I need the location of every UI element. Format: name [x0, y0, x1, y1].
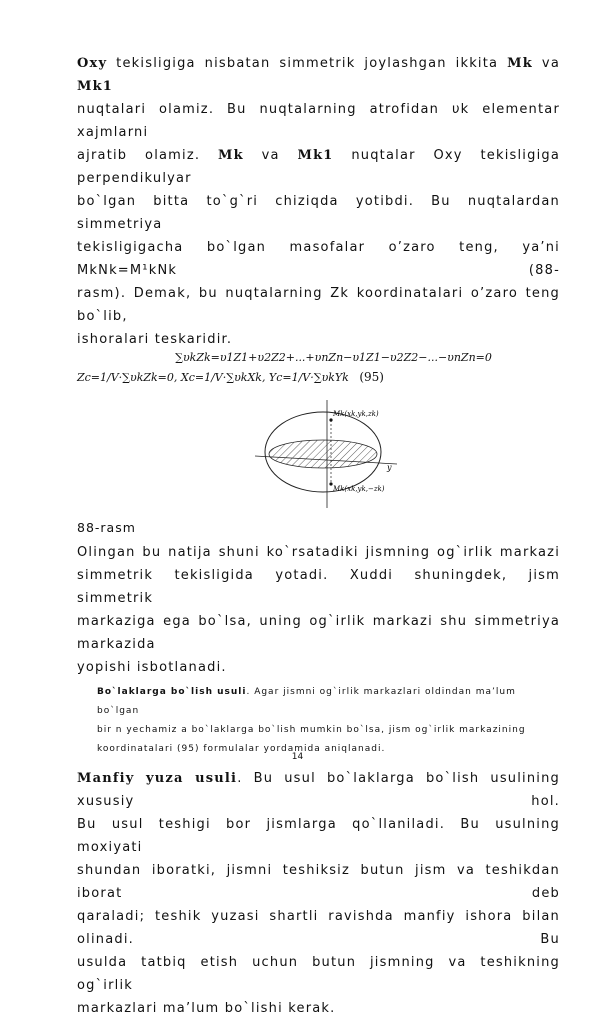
p1-line-5: tekisligigacha bo`lgan masofalar o’zaro teng, ya’ni MkNk=M¹kNk (88-	[77, 240, 560, 278]
symmetry-plane-hatched	[269, 440, 377, 468]
p3-line-2: Bu usul teshigi bor jismlarga qo`llaniladi. Bu usulning moxiyati	[77, 817, 560, 855]
p2-line-3: markaziga ega bo`lsa, uning og`irlik markazi shu simmetriya markazida	[77, 614, 560, 652]
paragraph-2	[77, 541, 560, 679]
oxy-bold: Oxy	[77, 56, 108, 71]
upper-point-label: Mk(xk,yk,zk)	[333, 410, 379, 418]
lower-point-label: Mk(xk,yk,−zk)	[333, 485, 385, 493]
mk1-bold: Mk1	[77, 79, 114, 94]
p2-line-4: yopishi isbotlanadi.	[77, 660, 227, 675]
note-line-1	[77, 683, 560, 721]
equation-number: (95)	[359, 370, 384, 384]
p3-line-5: usulda tatbiq etish uchun butun jismning va teshikning og`irlik	[77, 955, 560, 993]
p3-line-4: qaraladi; teshik yuzasi shartli ravishda manfiy ishora bilan olinadi. Bu	[77, 909, 560, 947]
note-line-2: bir n yechamiz a bo`laklarga bo`lish mumkin bo`lsa, jism og`irlik markazining	[97, 725, 526, 735]
paragraph-3	[77, 767, 560, 1020]
p3-line-3: shundan iboratki, jismni teshiksiz butun jism va teshikdan iborat deb	[77, 863, 560, 901]
note-line-3: koordinatalari (95) formulalar yordamida aniqlanadi.	[97, 744, 386, 754]
figure-caption: 88-rasm	[77, 520, 136, 535]
sum-equation: ∑υkZk=υ1Z1+υ2Z2+...+υnZn−υ1Z1−υ2Z2−...−υnZn=0	[175, 351, 492, 364]
p3-line-6: markazlari ma’lum bo`lishi kerak.	[77, 1001, 336, 1016]
note-block	[77, 683, 560, 759]
p1-text: va	[243, 148, 298, 163]
p3-heading: Manfiy yuza usuli	[77, 771, 238, 786]
page-content	[77, 52, 560, 1020]
paragraph-1	[77, 52, 560, 351]
y-axis-label: y	[387, 463, 392, 472]
p2-line-1: Olingan bu natija shuni ko`rsatadiki jismning og`irlik markazi	[77, 545, 560, 560]
p3-text: . Bu usul bo`laklarga bo`lish usulining xususiy hol.	[77, 771, 560, 809]
page-number: 14	[291, 752, 304, 762]
p1-line-3	[77, 144, 560, 190]
mk-bold: Mk	[218, 148, 244, 163]
figure-88	[247, 390, 399, 510]
p1-text: va	[532, 56, 560, 71]
p1-text: ajratib olamiz.	[77, 148, 219, 163]
centroid-equation	[77, 370, 560, 384]
p1-line-2: nuqtalari olamiz. Bu nuqtalarning atrofidan υk elementar xajmlarni	[77, 102, 560, 140]
p1-text: nuqtalar Oxy tekisligiga perpendikulyar	[77, 148, 560, 186]
note-text: . Agar jismni og`irlik markazlari oldindan ma’lum bo`lgan	[97, 687, 516, 716]
p1-text: tekisligiga nisbatan simmetrik joylashgan ikkita	[107, 56, 508, 71]
p2-line-2: simmetrik tekisligida yotadi. Xuddi shuningdek, jism simmetrik	[77, 568, 560, 606]
mk-bold: Mk	[507, 56, 533, 71]
ellipsoid-diagram	[247, 390, 399, 510]
note-heading: Bo`laklarga bo`lish usuli	[97, 687, 247, 697]
centroid-formula: Zc=1/V·∑υkZk=0, Xc=1/V·∑υkXk, Yc=1/V·∑υkYk	[77, 371, 349, 384]
p1-line-7: ishoralari teskaridir.	[77, 332, 233, 347]
p1-line-4: bo`lgan bitta to`g`ri chiziqda yotibdi. Bu nuqtalardan simmetriya	[77, 194, 560, 232]
mk1-bold: Mk1	[297, 148, 334, 163]
p1-line-1	[77, 52, 560, 98]
p1-line-6: rasm). Demak, bu nuqtalarning Zk koordinatalari o’zaro teng bo`lib,	[77, 286, 560, 324]
p3-line-1	[77, 767, 560, 813]
